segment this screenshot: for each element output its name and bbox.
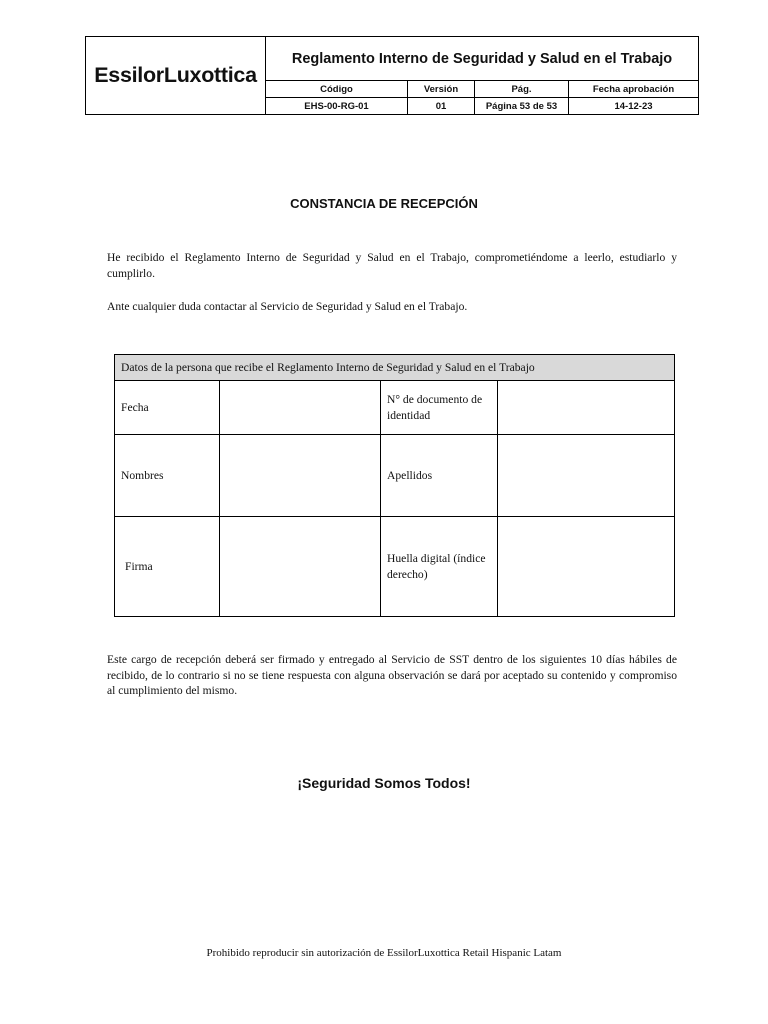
form-title: Datos de la persona que recibe el Reglamento Interno de Seguridad y Salud en el Trabajo [115,355,675,381]
field-documento[interactable] [498,381,675,435]
document-title: Reglamento Interno de Seguridad y Salud en el Trabajo [266,37,698,81]
form-row-names [115,435,675,517]
meta-version-value: 01 [408,98,475,114]
notice-paragraph: Este cargo de recepción deberá ser firmado y entregado al Servicio de SST dentro de los siguientes 10 días hábiles de recibido, de lo contrario si no se tiene respuesta con alguna observación se dará por aceptado su contenido y compromiso al cumplimiento del mismo. [107,653,677,697]
reception-form-table [114,354,675,617]
field-nombres[interactable] [220,435,381,517]
meta-header-code: Código [266,81,408,97]
form-row-date [115,381,675,435]
document-header [85,36,699,115]
field-huella[interactable] [498,517,675,617]
intro-paragraph-1: He recibido el Reglamento Interno de Seguridad y Salud en el Trabajo, comprometiéndome a leerlo, estudiarlo y cumplirlo. [107,251,677,280]
meta-header-date: Fecha aprobación [592,83,675,95]
form-row-signature [115,517,675,617]
logo-cell [86,37,266,114]
label-apellidos: Apellidos [381,435,498,517]
safety-slogan: ¡Seguridad Somos Todos! [297,775,471,791]
meta-header-page: Pág. [475,81,569,97]
label-documento: N° de documento de identidad [381,381,498,435]
label-nombres: Nombres [115,435,220,517]
header-info [266,37,698,114]
meta-code-value: EHS-00-RG-01 [266,98,408,114]
field-apellidos[interactable] [498,435,675,517]
label-huella: Huella digital (índice derecho) [381,517,498,617]
company-logo: EssilorLuxottica [94,63,257,87]
field-fecha[interactable] [220,381,381,435]
label-firma: Firma [115,517,220,617]
meta-header-version: Versión [408,81,475,97]
meta-date-value: 14-12-23 [614,100,653,112]
meta-header-row [266,81,698,97]
meta-value-row [266,97,698,114]
form-title-row [115,355,675,381]
meta-page-value: Página 53 de 53 [475,98,569,114]
page-footer: Prohibido reproducir sin autorización de EssilorLuxottica Retail Hispanic Latam [206,947,562,959]
intro-paragraph-2: Ante cualquier duda contactar al Servicio de Seguridad y Salud en el Trabajo. [107,300,468,313]
section-heading: CONSTANCIA DE RECEPCIÓN [290,196,478,211]
label-fecha: Fecha [115,381,220,435]
field-firma[interactable] [220,517,381,617]
